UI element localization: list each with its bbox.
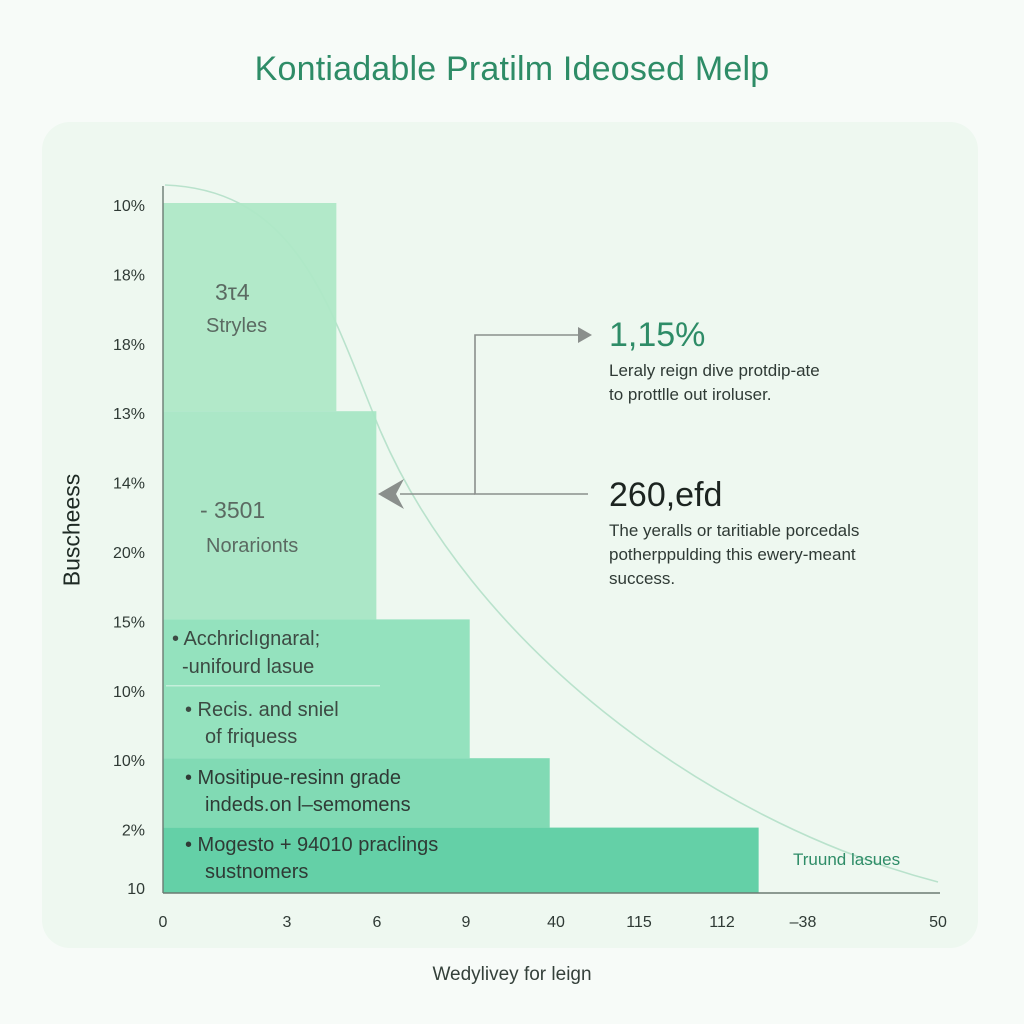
y-tick-label: 13% <box>112 406 145 424</box>
x-axis-label: Wedylivey for leign <box>432 964 592 985</box>
annotation-2-line-1: The yeralls or taritiable porcedals <box>609 521 860 540</box>
bar-3-label-3: • Recis. and sniel <box>185 699 339 721</box>
callout-arrowhead-right <box>578 327 592 343</box>
annotation-1-text <box>609 359 820 407</box>
annotation-2-value: 260,efd <box>609 476 723 514</box>
bar-1 <box>163 203 336 411</box>
bar-1-label-2: Stryles <box>206 315 268 337</box>
x-tick-label: 40 <box>547 914 565 931</box>
bar-5-label-1: • Mogesto + 94010 praclings <box>185 834 439 856</box>
x-tick-label: 112 <box>709 914 735 931</box>
y-tick-label: 14% <box>112 475 145 493</box>
bar-2-label-2: Norarionts <box>206 535 299 557</box>
annotation-2-text <box>609 519 859 591</box>
y-tick-label: 10% <box>112 753 145 771</box>
bar-3-label-4: of friquess <box>205 726 298 748</box>
y-tick-label: 20% <box>112 545 145 562</box>
bar-2-label-1: - 3501 <box>200 497 266 523</box>
x-tick-label: –38 <box>789 914 817 931</box>
bar-4-label-1: • Mositipue-resinn grade <box>185 767 401 789</box>
x-tick-label: 50 <box>929 914 947 931</box>
bar-4-label-2: indeds.on l–semomens <box>205 794 411 816</box>
chart-title: Kontiadable Pratilm Ideosed Melp <box>254 50 770 88</box>
y-axis-label: Buscheess <box>58 473 85 587</box>
bar-5-label-2: sustnomers <box>205 861 309 883</box>
x-tick-label: 6 <box>372 914 382 931</box>
annotation-1-line-2: to prottlle out iroluser. <box>609 385 772 404</box>
y-tick-label: 2% <box>121 822 145 840</box>
curve-legend-label: Truund lasues <box>793 850 901 869</box>
annotation-1-value: 1,15% <box>609 316 706 354</box>
callout-connector-line <box>475 335 588 494</box>
x-tick-label: 9 <box>461 914 471 931</box>
y-tick-label: 18% <box>112 267 145 285</box>
y-tick-label: 10 <box>127 881 145 898</box>
y-tick-label: 15% <box>112 614 145 632</box>
x-tick-label: 0 <box>158 914 168 931</box>
y-tick-label: 18% <box>112 336 145 354</box>
x-tick-label: 115 <box>626 914 652 931</box>
annotation-2-line-3: success. <box>609 569 676 588</box>
bar-2 <box>163 411 376 619</box>
annotation-2-line-2: potherppulding this ewery-meant <box>609 545 856 564</box>
annotation-1-line-1: Leraly reign dive protdip-ate <box>609 361 820 380</box>
y-tick-label: 10% <box>112 198 145 215</box>
x-tick-label: 3 <box>282 914 292 931</box>
bar-1-label-1: 3τ4 <box>215 279 250 305</box>
y-tick-label: 10% <box>112 683 145 701</box>
bar-3-label-1: • Acchriclıgnaral; <box>172 628 321 650</box>
bar-3-label-2: -unifourd lasue <box>182 656 315 678</box>
